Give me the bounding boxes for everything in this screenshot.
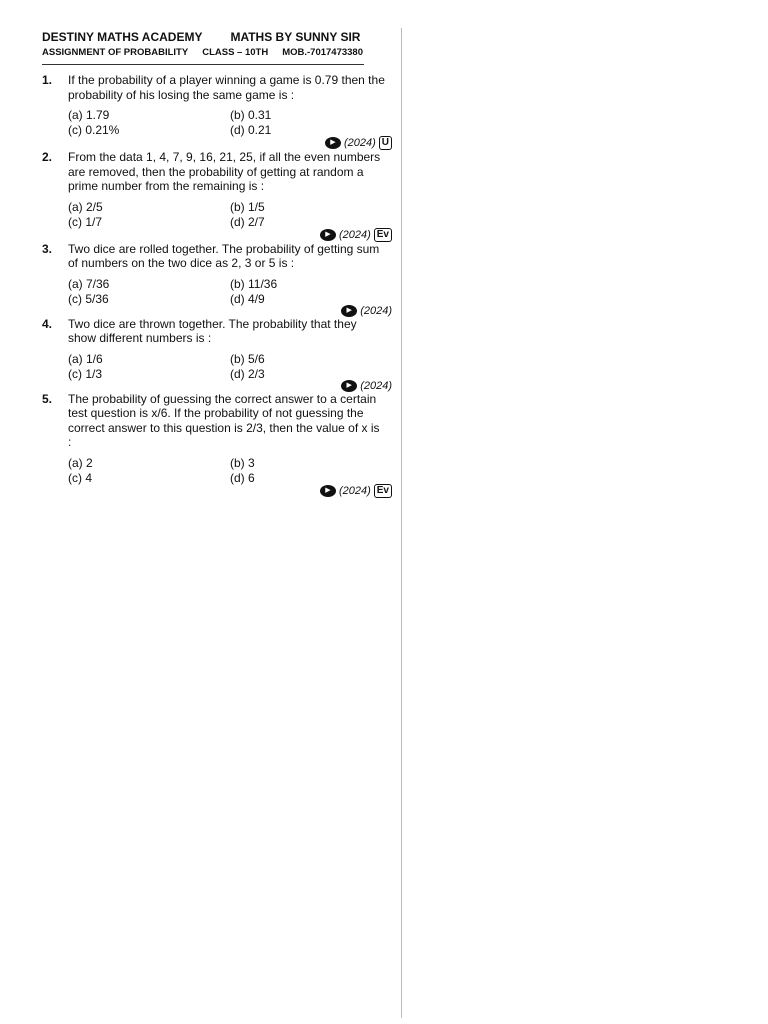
question-item [42,317,392,346]
year-label: (2024) [343,137,376,149]
year-label: (2024) [338,228,371,241]
option-item: (d) 6 [230,470,255,485]
question-item [42,242,392,271]
question-number: 1. [42,73,53,87]
option-item: (a) 2/5 [68,199,103,214]
question-text: Two dice are thrown together. The probability that they show different numbers is : [68,316,357,345]
question-text: From the data 1, 4, 7, 9, 16, 21, 25, if all the even numbers are removed, then the probability of getting at random a prime number from the remaining is : [68,150,381,193]
mobile-number: MOB.-7017473380 [282,47,364,58]
video-icon: ▶ [325,137,341,149]
year-label: (2024) [360,304,392,317]
option-item: (a) 2 [68,455,93,470]
year-label: (2024) [338,484,371,497]
year-tag [42,484,392,498]
question-number: 5. [42,391,53,406]
option-item: (b) 0.31 [230,108,272,122]
year-tag [42,136,392,150]
video-icon: ▶ [320,229,336,241]
category-badge: Ev [374,484,392,498]
question-text: The probability of guessing the correct answer to a certain test question is x/6. If the probability of not guessing the correct answer to this question is 2/3, then the value of x is : [68,391,380,449]
question-text: If the probability of a player winning a game is 0.79 then the probability of his losing the same game is : [68,73,385,102]
option-item: (b) 1/5 [230,199,265,214]
academy-name: DESTINY MATHS ACADEMY [42,30,203,44]
option-item: (b) 11/36 [230,276,278,291]
year-label: (2024) [360,379,392,392]
option-list [68,277,392,307]
option-list [68,456,392,486]
option-item: (c) 1/7 [68,214,103,229]
option-item: (a) 1/6 [68,351,103,366]
option-item: (b) 5/6 [230,351,265,366]
category-badge: Ev [374,228,392,242]
option-item: (a) 7/36 [68,276,110,291]
left-questions [42,73,392,498]
option-item: (d) 4/9 [230,291,265,306]
option-item: (d) 2/3 [230,366,265,381]
option-item: (c) 0.21% [68,123,120,137]
option-item: (c) 1/3 [68,366,103,381]
column-divider [401,28,402,1018]
question-number: 3. [42,241,53,256]
option-item: (b) 3 [230,455,255,470]
question-item [42,150,392,194]
video-icon: ▶ [341,305,357,317]
year-tag [42,228,392,242]
question-item [42,73,392,102]
category-badge: U [379,136,392,150]
assignment-title: ASSIGNMENT OF PROBABILITY [42,47,189,58]
option-list [68,108,392,138]
question-text: Two dice are rolled together. The probability of getting sum of numbers on the two dice as 2, 3 or 5 is : [68,241,380,270]
header-rule [42,64,364,65]
option-list [68,352,392,382]
video-icon: ▶ [341,380,357,392]
option-item: (c) 4 [68,470,92,485]
question-item [42,392,392,450]
option-item: (d) 2/7 [230,214,265,229]
question-number: 2. [42,150,53,164]
option-item: (c) 5/36 [68,291,109,306]
worksheet-header [42,30,392,65]
teacher-name: MATHS BY SUNNY SIR [230,30,361,44]
option-item: (d) 0.21 [230,123,272,137]
option-item: (a) 1.79 [68,108,110,122]
question-number: 4. [42,316,53,331]
option-list [68,200,392,230]
class-label: CLASS – 10TH [202,47,269,58]
left-column [42,0,392,498]
video-icon: ▶ [320,485,336,497]
